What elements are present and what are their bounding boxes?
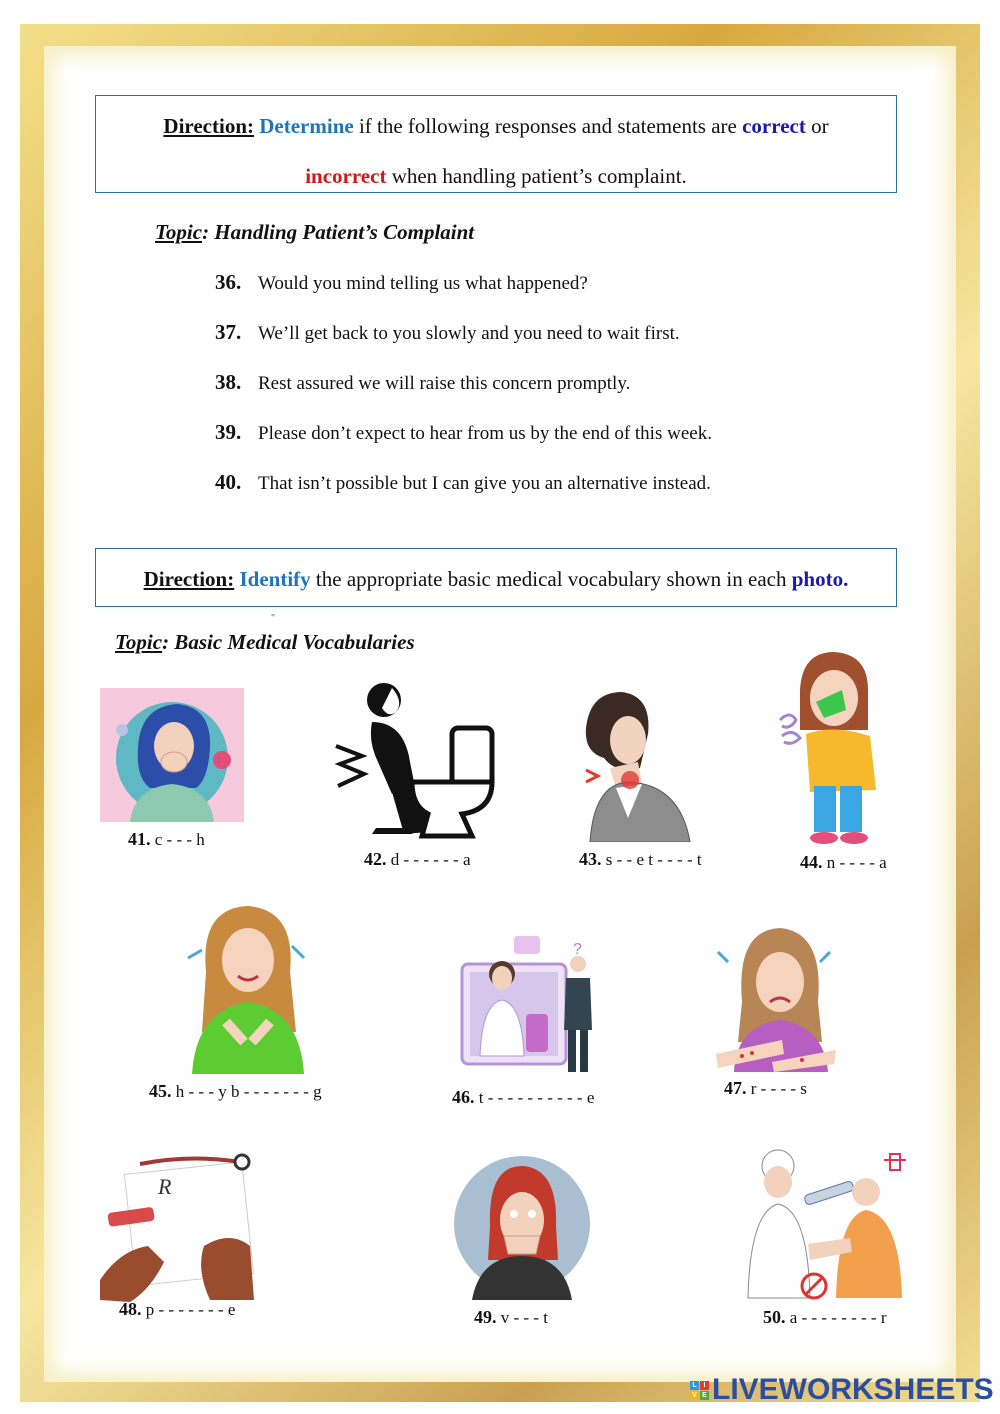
- vocab-label: [128, 829, 205, 850]
- vomit-illustration: [454, 1156, 590, 1305]
- question-text: We’ll get back to you slowly and you need to wait first.: [258, 323, 680, 344]
- question-text: Rest assured we will raise this concern promptly.: [258, 373, 631, 394]
- vocab-label: [763, 1307, 887, 1328]
- question-item: [215, 370, 630, 395]
- topic-text: : Basic Medical Vocabularies: [162, 630, 415, 654]
- vocab-label: [364, 849, 471, 870]
- svg-text:R: R: [158, 1174, 172, 1199]
- question-item: [215, 420, 712, 445]
- item-hint: t - - - - - - - - - - e: [478, 1088, 595, 1107]
- item-number: 43.: [579, 849, 602, 869]
- administer-illustration: [744, 1148, 908, 1305]
- topic-label: Topic: [155, 220, 203, 244]
- direction-box-2: [95, 548, 897, 607]
- direction-verb: Determine: [259, 114, 354, 138]
- topic-heading-1: [155, 220, 474, 245]
- question-item: [215, 470, 711, 495]
- direction-box-1: [95, 95, 897, 193]
- vocab-label: [474, 1307, 548, 1328]
- item-hint: c - - - h: [154, 830, 205, 849]
- item-number: 48.: [119, 1299, 142, 1319]
- question-number: 40.: [215, 470, 242, 494]
- direction-label: Direction:: [143, 567, 235, 591]
- item-hint: v - - - t: [500, 1308, 548, 1327]
- item-number: 50.: [763, 1307, 786, 1327]
- item-number: 44.: [800, 852, 823, 872]
- photo-word: photo.: [791, 567, 849, 591]
- item-hint: a - - - - - - - - r: [789, 1308, 887, 1327]
- telemedicine-illustration: [440, 934, 604, 1085]
- liveworksheets-logo[interactable]: [690, 1373, 994, 1407]
- vocab-label: [452, 1087, 594, 1108]
- sore-throat-illustration: [576, 688, 696, 847]
- item-hint: s - - e t - - - - t: [605, 850, 702, 869]
- item-number: 46.: [452, 1087, 475, 1107]
- item-hint: n - - - - a: [826, 853, 887, 872]
- correct-word: correct: [742, 114, 806, 138]
- rashes-illustration: [712, 922, 840, 1077]
- item-number: 45.: [149, 1081, 172, 1101]
- nausea-illustration: [776, 650, 896, 853]
- liveworksheets-logo-icon: L I V E: [690, 1381, 709, 1400]
- direction-1-line-2: [96, 164, 896, 189]
- question-text: Please don’t expect to hear from us by the end of this week.: [258, 423, 712, 444]
- stray-mark: ": [271, 613, 276, 624]
- topic-text: : Handling Patient’s Complaint: [202, 220, 475, 244]
- prescription-illustration: [100, 1150, 256, 1315]
- heavy-breathing-illustration: [186, 902, 310, 1079]
- question-text: That isn’t possible but I can give you an alternative instead.: [258, 473, 711, 494]
- question-text: Would you mind telling us what happened?: [258, 273, 588, 294]
- or-word: or: [805, 114, 829, 138]
- diarrhea-illustration: [332, 682, 496, 845]
- question-item: [215, 320, 680, 345]
- vocab-label: [579, 849, 702, 870]
- incorrect-word: incorrect: [305, 164, 387, 188]
- direction-verb: Identify: [239, 567, 311, 591]
- question-number: 37.: [215, 320, 242, 344]
- direction-1-line-1: [96, 114, 896, 139]
- vocab-label: [724, 1078, 807, 1099]
- item-number: 42.: [364, 849, 387, 869]
- topic-label: Topic: [115, 630, 163, 654]
- vocab-label: [800, 852, 887, 873]
- vocab-label: [149, 1081, 322, 1102]
- question-number: 38.: [215, 370, 242, 394]
- topic-heading-2: [115, 630, 415, 655]
- direction-text: if the following responses and statements are: [353, 114, 743, 138]
- question-number: 36.: [215, 270, 242, 294]
- direction-text: the appropriate basic medical vocabulary shown in each: [310, 567, 792, 591]
- brand-name: LIVEWORKSHEETS: [712, 1373, 994, 1406]
- direction-text-2: when handling patient’s complaint.: [386, 164, 687, 188]
- vocab-label: [119, 1299, 235, 1320]
- item-number: 47.: [724, 1078, 747, 1098]
- svg-text:?: ?: [573, 941, 582, 958]
- item-hint: p - - - - - - - e: [145, 1300, 236, 1319]
- item-number: 41.: [128, 829, 151, 849]
- item-hint: h - - - y b - - - - - - - g: [175, 1082, 322, 1101]
- question-item: [215, 270, 588, 295]
- question-number: 39.: [215, 420, 242, 444]
- item-hint: r - - - - s: [750, 1079, 807, 1098]
- item-hint: d - - - - - - a: [390, 850, 471, 869]
- cough-illustration: [100, 688, 244, 827]
- item-number: 49.: [474, 1307, 497, 1327]
- direction-2-line: [96, 567, 896, 592]
- direction-label: Direction:: [163, 114, 254, 138]
